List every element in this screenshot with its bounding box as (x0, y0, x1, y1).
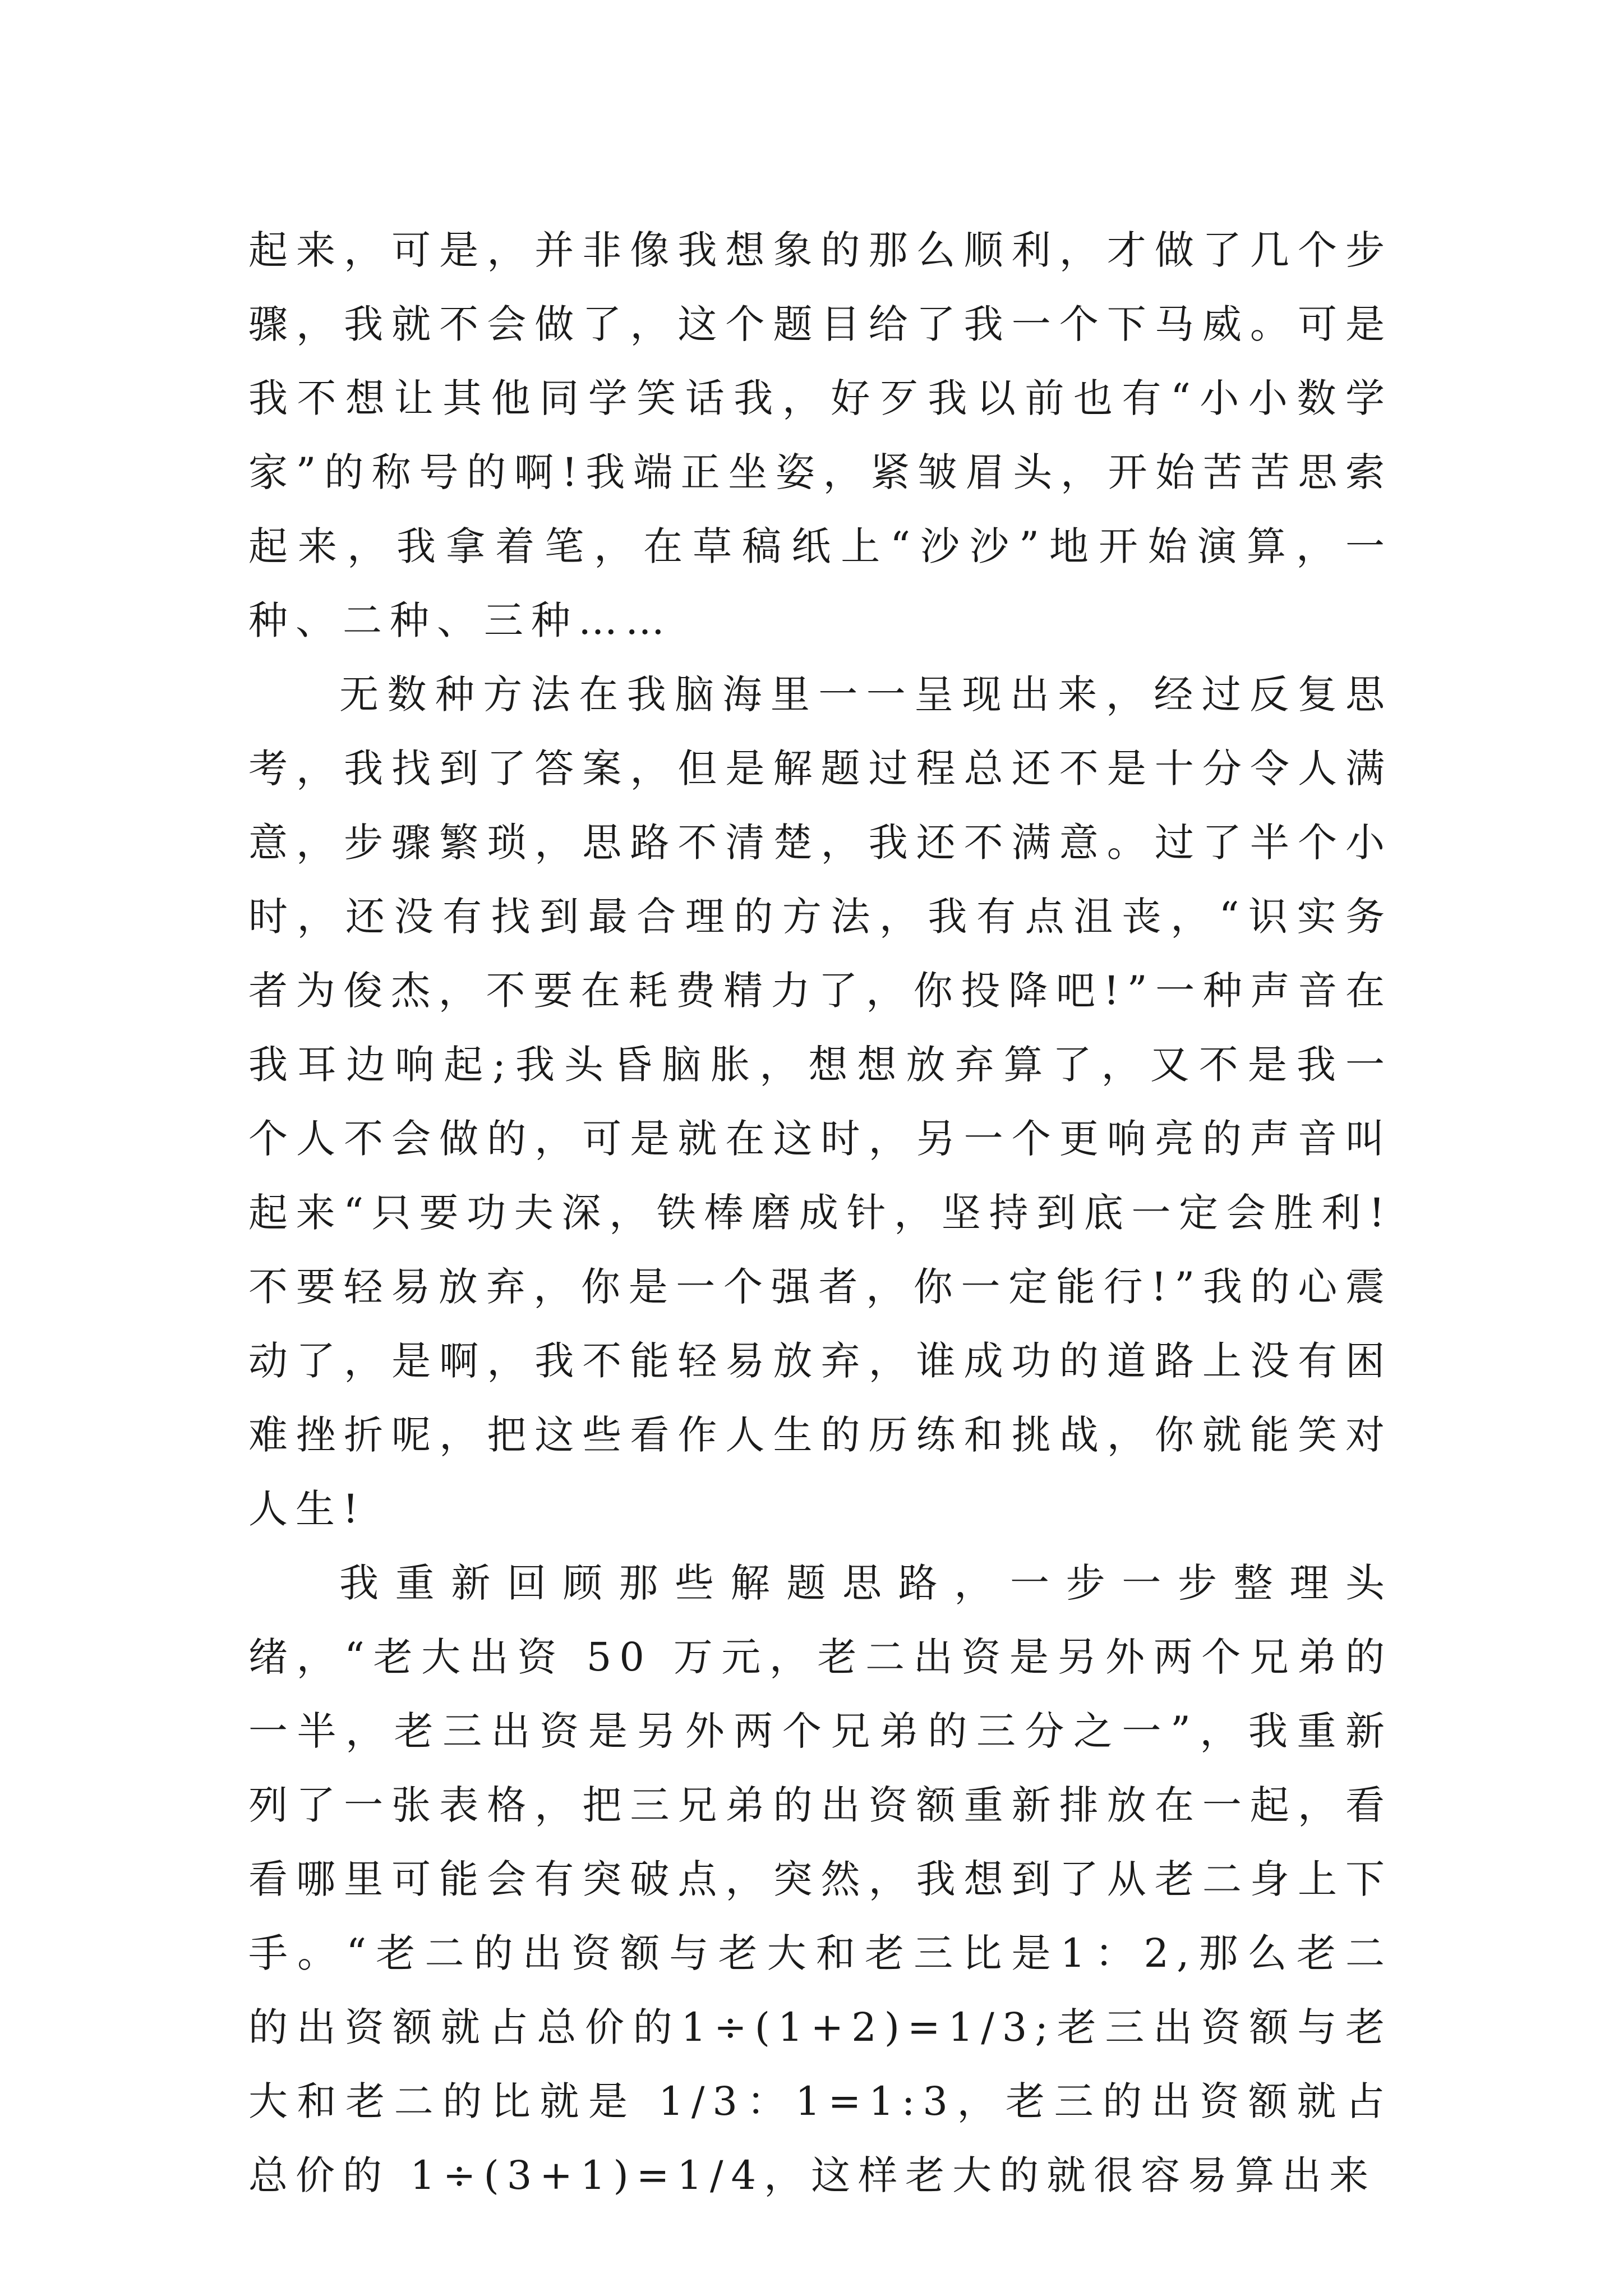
body-text (248, 213, 1393, 2212)
paragraph-1: 起来，可是，并非像我想象的那么顺利，才做了几个步骤，我就不会做了，这个题目给了我一个下马威。可是我不想让其他同学笑话我，好歹我以前也有“小小数学家”的称号的啊!我端正坐姿，紧皱眉头，开始苦苦思索起来，我拿着笔，在草稿纸上“沙沙”地开始演算，一种、二种、三种…… (248, 227, 1393, 643)
paragraph-3: 我重新回顾那些解题思路，一步一步整理头绪，“老大出资 50 万元，老二出资是另外两个兄弟的一半，老三出资是另外两个兄弟的三分之一”，我重新列了一张表格，把三兄弟的出资额重新排放在一起，看看哪里可能会有突破点，突然，我想到了从老二身上下手。“老二的出资额与老大和老三比是1：2,那么老二的出资额就占总价的1÷(1+2)=1/3;老三出资额与老大和老二的比就是 1/3：1=1:3，老三的出资额就占总价的 1÷(3+1)=1/4，这样老大的就很容易算出来 (248, 1560, 1393, 2198)
paragraph-2: 无数种方法在我脑海里一一呈现出来，经过反复思考，我找到了答案，但是解题过程总还不是十分令人满意，步骤繁琐，思路不清楚，我还不满意。过了半个小时，还没有找到最合理的方法，我有点沮丧，“识实务者为俊杰，不要在耗费精力了，你投降吧!”一种声音在我耳边响起;我头昏脑胀，想想放弃算了，又不是我一个人不会做的，可是就在这时，另一个更响亮的声音叫起来“只要功夫深，铁棒磨成针，坚持到底一定会胜利!不要轻易放弃，你是一个强者，你一定能行!”我的心震动了，是啊，我不能轻易放弃，谁成功的道路上没有困难挫折呢，把这些看作人生的历练和挑战，你就能笑对人生! (248, 671, 1393, 1532)
